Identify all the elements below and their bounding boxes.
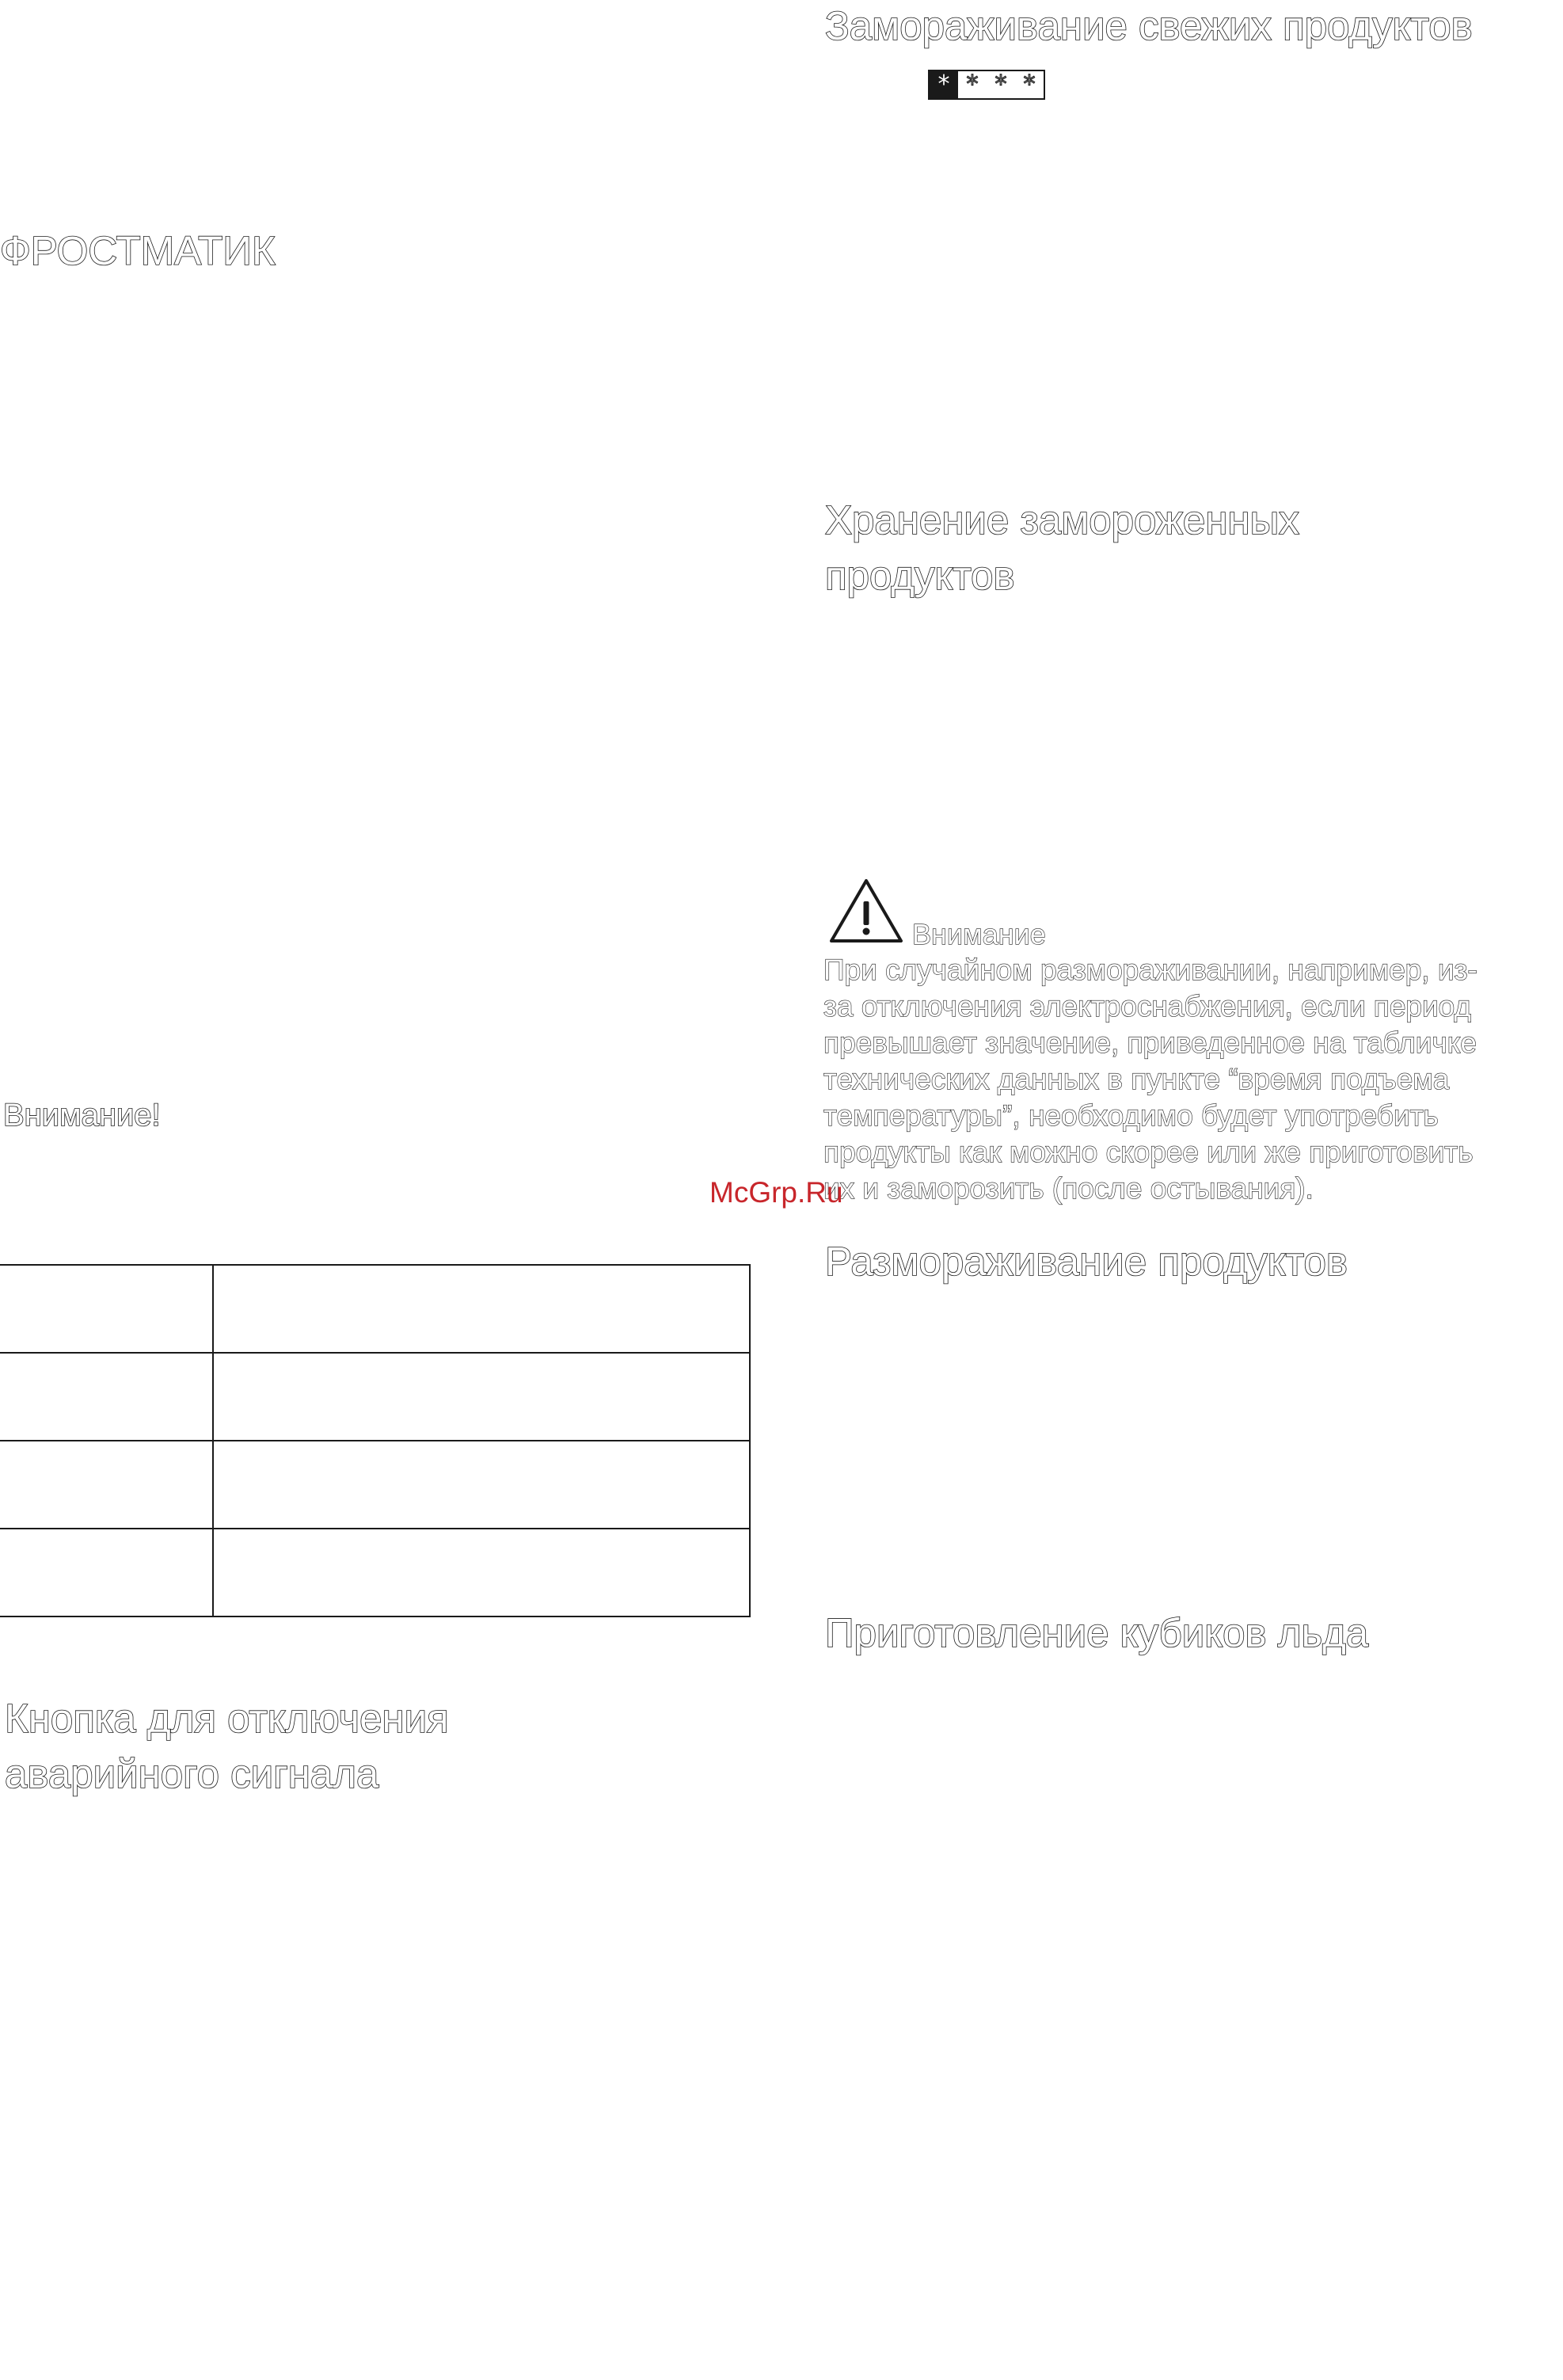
warning-label: Внимание — [912, 918, 1046, 950]
info-table — [0, 1264, 751, 1617]
table-cell — [213, 1265, 750, 1353]
alarm-button-heading-line-1: Кнопка для отключения — [5, 1696, 449, 1741]
frost-rating — [928, 70, 1045, 100]
warning-text-line-1: При случайном размораживании, например, из- — [823, 954, 1477, 986]
table-cell — [213, 1529, 750, 1616]
warning-text-line-6: продукты как можно скорее или же приготовить — [823, 1136, 1474, 1168]
table-row — [0, 1353, 750, 1441]
warning-text-line-5: температуры”, необходимо будет употребить — [823, 1099, 1439, 1132]
star-icon: * — [1023, 70, 1036, 98]
storage-heading-line-1: Хранение замороженных — [825, 497, 1299, 543]
ice-cubes-heading: Приготовление кубиков льда — [825, 1610, 1369, 1655]
table-cell — [213, 1353, 750, 1441]
table-cell — [0, 1353, 213, 1441]
star-icon: * — [994, 70, 1007, 98]
warning-text-line-7: их и заморозить (после остывания). — [823, 1172, 1314, 1205]
table-cell — [213, 1441, 750, 1529]
freezing-fresh-heading: Замораживание свежих продуктов — [825, 3, 1473, 48]
table-cell — [0, 1441, 213, 1529]
table-row — [0, 1265, 750, 1353]
storage-heading-line-2: продуктов — [825, 553, 1015, 598]
star-icon: * — [966, 70, 979, 98]
frostmatic-title: ФРОСТМАТИК — [0, 228, 276, 273]
table-row — [0, 1441, 750, 1529]
table-cell — [0, 1529, 213, 1616]
defrosting-heading: Размораживание продуктов — [825, 1239, 1348, 1284]
warning-triangle-icon — [828, 878, 904, 944]
warning-text-line-2: за отключения электроснабжения, если период — [823, 990, 1472, 1022]
table-cell — [0, 1265, 213, 1353]
warning-text-line-4: технических данных в пункте “время подъема — [823, 1063, 1450, 1095]
attention-label: Внимание! — [3, 1098, 161, 1133]
table-row — [0, 1529, 750, 1616]
warning-text-line-3: превышает значение, приведенное на табличке — [823, 1026, 1477, 1059]
watermark-link[interactable]: McGrp.Ru — [709, 1176, 843, 1209]
star-icon: * — [930, 71, 958, 98]
alarm-button-heading-line-2: аварийного сигнала — [5, 1751, 379, 1796]
